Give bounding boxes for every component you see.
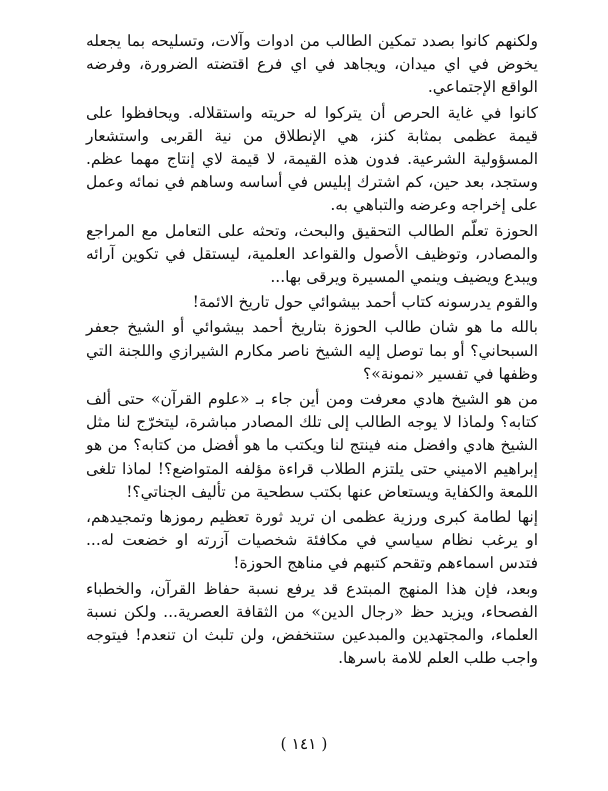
paragraph: من هو الشيخ هادي معرفت ومن أين جاء بـ «علوم القرآن» حتى ألف كتابه؟ ولماذا لا يوجه الطالب إلى تلك المصادر مباشرة، ليتخرّج لنا مثل الشيخ هادي وافضل منه فينتج لنا ويكتب ما هو أفضل من كتابه؟ من هو إبراهيم الاميني حتى يلتزم الطلاب قراءة مؤلفه المتواضع؟! لماذا تلغى اللمعة والكفاية ويستعاض عنها بكتب سطحية من تأليف الجناتي؟! [86,390,538,501]
paragraph: وبعد، فإن هذا المنهج المبتدع قد يرفع نسبة حفاظ القرآن، والخطباء الفصحاء، ويزيد حظ «رجال الدين» من الثقافة العصرية... ولكن نسبة العلماء، والمجتهدين والمبدعين ستنخفض، ولن تلبث ان تنعدم! فيتوجه واجب طلب العلم للامة باسرها. [86,579,538,668]
paragraph: إنها لطامة كبرى ورزية عظمى ان تريد ثورة تعظيم رموزها وتمجيدهم، او يرغب نظام سياسي في مكافئة شخصيات آزرته او خضعت له... فتدس اسماءهم وتقحم كتبهم في مناهج الحوزة! [86,508,538,573]
paragraph: الحوزة تعلّم الطالب التحقيق والبحث، وتحثه على التعامل مع المراجع والمصادر، وتوظيف الأصول والقواعد العلمية، ليستقل في تكوين آرائه ويبدع ويضيف وينمي المسيرة ويرقى بها... [86,221,538,287]
paragraph: والقوم يدرسونه كتاب أحمد بيشوائي حول تاريخ الائمة! [192,293,538,312]
paragraph: ولكنهم كانوا بصدد تمكين الطالب من ادوات وآلات، وتسليحه بما يجعله يخوض في اي ميدان، ويجاهد في اي فرع اقتضته الضرورة، وفرضه الواقع الإجتماعي. [86,32,538,97]
page-number: ( ١٤١ ) [280,735,328,753]
body-text [86,30,538,670]
paragraph: بالله ما هو شان طالب الحوزة بتاريخ أحمد بيشوائي أو الشيخ جعفر السبحاني؟ أو بما توصل إليه الشيخ ناصر مكارم الشيرازي واللجنة التي وظفها في تفسير «نمونة»؟ [86,318,538,383]
paragraph: كانوا في غاية الحرص أن يتركوا له حريته واستقلاله. ويحافظوا على قيمة عظمى بمثابة كنز، هي الإنطلاق من نية القربى واستشعار المسؤولية الشرعية. فدون هذه القيمة، لا قيمة لاي إنتاج مهما عظم. وستجد، بعد حين، كم اشترك إبليس في أساسه وساهم في نمائه وعمل على إخراجه وعرضه والتباهي به. [86,103,538,215]
